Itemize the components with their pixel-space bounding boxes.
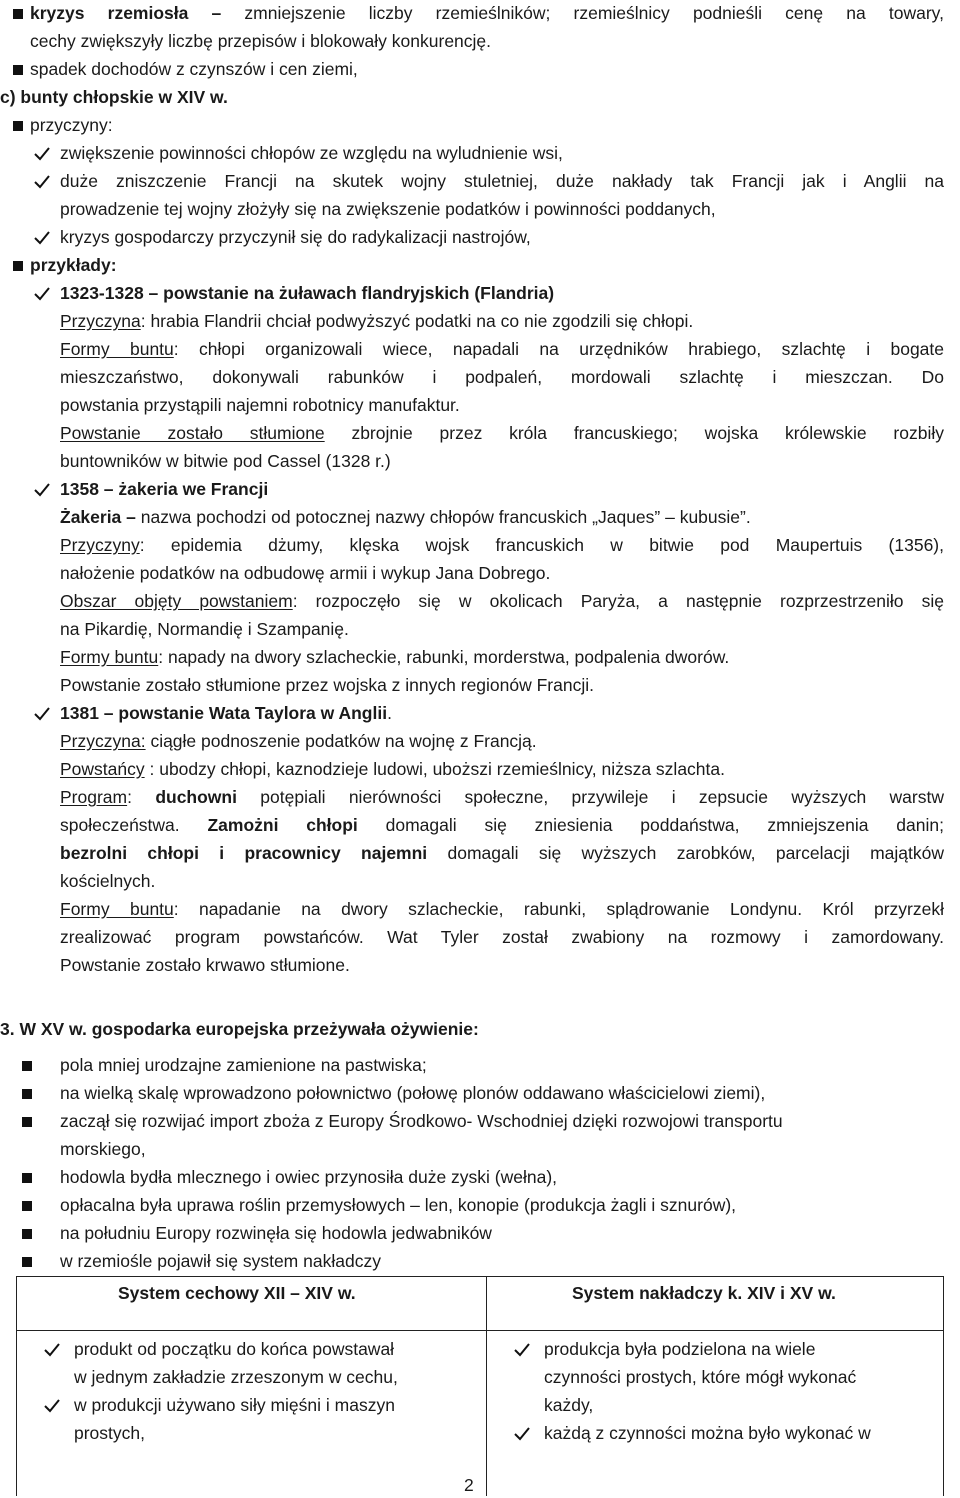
table-cell-line: produkt od początku do końca powstawał (74, 1339, 395, 1359)
peasant-revolts-heading: c) bunty chłopskie w XIV w. (0, 87, 228, 107)
table-header-putting-out-system: System nakładczy k. XIV i XV w. (572, 1283, 836, 1303)
jacquerie-area-line-1: Obszar objęty powstaniem: rozpoczęło się w okolicach Paryża, a następnie rozprzestrzeniło się (60, 591, 944, 611)
table-border-middle (486, 1276, 487, 1496)
section3-item: w rzemiośle pojawił się system nakładczy (60, 1251, 381, 1271)
cause-item: kryzys gospodarczy przyczynił się do radykalizacji nastrojów, (60, 227, 531, 247)
tyler-cause-line: Przyczyna: ciągłe podnoszenie podatków na wojnę z Francją. (60, 731, 537, 751)
tyler-heading: 1381 – powstanie Wata Taylora w Anglii. (60, 703, 392, 723)
tyler-forms-line-2: zrealizować program powstańców. Wat Tyler został zwabiony na rozmowy i zamordowany. (60, 927, 944, 947)
flanders-forms-line-1: Formy buntu: chłopi organizowali wiece, napadali na urzędników hrabiego, szlachtę i bogate (60, 339, 945, 359)
tyler-program-line-2: społeczeństwa. Zamożni chłopi domagali się zniesienia poddaństwa, zmniejszenia danin; (60, 815, 944, 835)
table-cell-line: w jednym zakładzie zrzeszonym w cechu, (74, 1367, 398, 1387)
section3-item: zaczął się rozwijać import zboża z Europy Środkowo- Wschodniej dzięki rozwojowi transportu (60, 1111, 783, 1131)
cause-item: duże zniszczenie Francji na skutek wojny stuletniej, duże nakłady tak Francji jak i Anglii na (60, 171, 944, 191)
square-bullet-icon (22, 1117, 32, 1127)
section3-item: hodowla bydła mlecznego i owiec przynosiła duże zyski (wełna), (60, 1167, 558, 1187)
jacquerie-causes-line-2: nałożenie podatków na odbudowę armii i wykup Jana Dobrego. (60, 563, 551, 583)
flanders-cause: Przyczyna: hrabia Flandrii chciał podwyższyć podatki na co nie zgodzili się chłopi. (60, 311, 694, 331)
checkmark-icon (44, 1398, 60, 1414)
tyler-program-line-3: bezrolni chłopi i pracownicy najemni domagali się wyższych zarobków, parcelacji majątków (60, 843, 945, 863)
examples-label: przykłady: (30, 255, 117, 275)
table-cell-line: czynności prostych, które mógł wykonać (544, 1367, 857, 1387)
table-cell-line: każdy, (544, 1395, 594, 1415)
flanders-suppressed-line-1: Powstanie zostało stłumione zbrojnie przez króla francuskiego; wojska królewskie rozbiły (60, 423, 944, 443)
table-header-guild-system: System cechowy XII – XIV w. (118, 1283, 356, 1303)
checkmark-icon (514, 1342, 530, 1358)
section3-item: opłacalna była uprawa roślin przemysłowych – len, konopie (produkcja żagli i sznurów), (60, 1195, 737, 1215)
tyler-forms-line-1: Formy buntu: napadanie na dwory szlacheckie, rabunki, splądrowanie Londynu. Król przyrzekł (60, 899, 944, 919)
table-cell-line: produkcja była podzielona na wiele (544, 1339, 816, 1359)
square-bullet-icon (22, 1201, 32, 1211)
cause-item-continued: prowadzenie tej wojny złożyły się na zwiększenie podatków i powinności poddanych, (60, 199, 716, 219)
checkmark-icon (34, 146, 50, 162)
checkmark-icon (34, 706, 50, 722)
flanders-heading: 1323-1328 – powstanie na żuławach flandryjskich (Flandria) (60, 283, 555, 303)
checkmark-icon (514, 1426, 530, 1442)
flanders-forms-line-3: powstania przystąpili najemni robotnicy manufaktur. (60, 395, 460, 415)
square-bullet-icon (22, 1061, 32, 1071)
jacquerie-name-line: Żakeria – nazwa pochodzi od potocznej nazwy chłopów francuskich „Jaques” – kubusie”. (60, 507, 751, 527)
jacquerie-forms-line: Formy buntu: napady na dwory szlacheckie, rabunki, morderstwa, podpalenia dworów. (60, 647, 730, 667)
checkmark-icon (34, 286, 50, 302)
page-number: 2 (464, 1475, 474, 1495)
square-bullet-icon (22, 1089, 32, 1099)
square-bullet-icon (22, 1229, 32, 1239)
crafts-crisis-title: kryzys rzemiosła (30, 3, 189, 23)
jacquerie-causes-line-1: Przyczyny: epidemia dżumy, klęska wojsk francuskich w bitwie pod Maupertuis (1356), (60, 535, 944, 555)
square-bullet-icon (22, 1173, 32, 1183)
square-bullet-icon (22, 1257, 32, 1267)
section3-item-continued: morskiego, (60, 1139, 146, 1159)
square-bullet-icon (13, 261, 23, 271)
flanders-forms-line-2: mieszczaństwo, dokonywali rabunków i podpaleń, mordowali szlachtę i mieszczan. Do (60, 367, 944, 387)
jacquerie-area-line-2: na Pikardię, Normandię i Szampanię. (60, 619, 349, 639)
table-border-header (16, 1330, 944, 1331)
tyler-forms-line-3: Powstanie zostało krwawo stłumione. (60, 955, 350, 975)
checkmark-icon (34, 230, 50, 246)
square-bullet-icon (13, 65, 23, 75)
table-border-left (16, 1276, 17, 1496)
table-cell-line: prostych, (74, 1423, 145, 1443)
tyler-program-line-4: kościelnych. (60, 871, 156, 891)
square-bullet-icon (13, 121, 23, 131)
section3-item: na wielką skalę wprowadzono połownictwo (połowę plonów oddawano właścicielowi ziemi), (60, 1083, 766, 1103)
crafts-crisis-line-2: cechy zwiększyły liczbę przepisów i blokowały konkurencję. (30, 31, 492, 51)
square-bullet-icon (13, 9, 23, 19)
causes-label: przyczyny: (30, 115, 113, 135)
checkmark-icon (44, 1342, 60, 1358)
table-cell-line: w produkcji używano siły mięśni i maszyn (74, 1395, 395, 1415)
jacquerie-heading: 1358 – żakeria we Francji (60, 479, 269, 499)
tyler-program-line-1: Program: duchowni potępiali nierówności społeczne, przywileje i zepsucie wyższych warstw (60, 787, 944, 807)
section3-heading: 3. W XV w. gospodarka europejska przeżywała ożywienie: (0, 1019, 479, 1039)
tyler-insurgents-line: Powstańcy : ubodzy chłopi, kaznodzieje ludowi, uboższi rzemieślnicy, niższa szlachta. (60, 759, 725, 779)
jacquerie-suppressed-line: Powstanie zostało stłumione przez wojska z innych regionów Francji. (60, 675, 594, 695)
table-border-right (943, 1276, 944, 1496)
cause-item: zwiększenie powinności chłopów ze względu na wyludnienie wsi, (60, 143, 563, 163)
checkmark-icon (34, 482, 50, 498)
crafts-crisis-line-1: kryzys rzemiosła – zmniejszenie liczby rzemieślników; rzemieślnicy podnieśli cenę na towary, (30, 3, 944, 23)
income-drop-item: spadek dochodów z czynszów i cen ziemi, (30, 59, 358, 79)
checkmark-icon (34, 174, 50, 190)
table-border-top (16, 1276, 944, 1277)
flanders-suppressed-line-2: buntowników w bitwie pod Cassel (1328 r.) (60, 451, 391, 471)
section3-item: na południu Europy rozwinęła się hodowla jedwabników (60, 1223, 492, 1243)
section3-item: pola mniej urodzajne zamienione na pastwiska; (60, 1055, 427, 1075)
table-cell-line: każdą z czynności można było wykonać w (544, 1423, 871, 1443)
